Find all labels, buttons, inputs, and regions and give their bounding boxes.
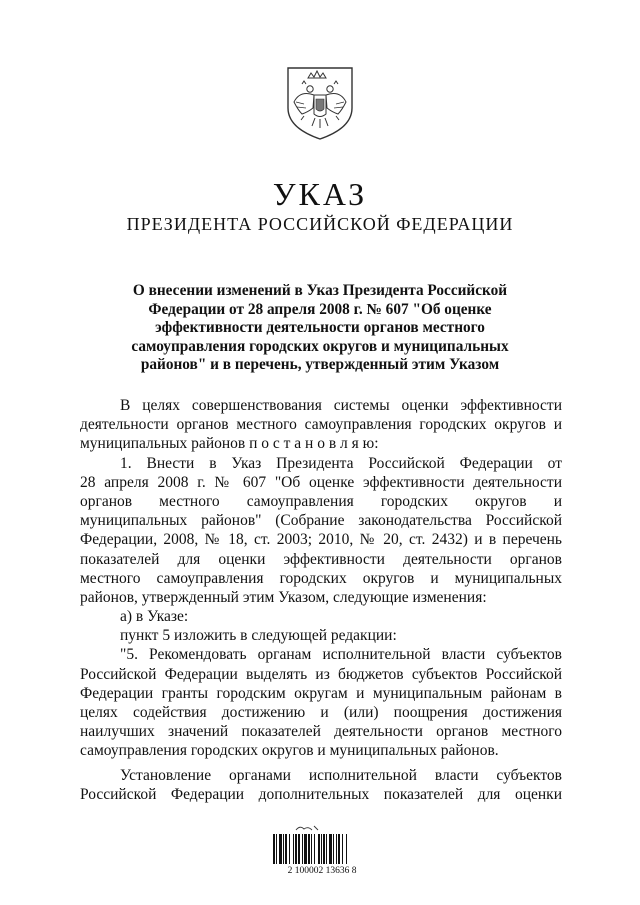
body-line: Российской Федерации выделять из бюджетов субъектов Российской bbox=[80, 665, 562, 683]
heading-line: Федерации от 28 апреля 2008 г. № 607 "Об оценке bbox=[148, 300, 492, 318]
heading-line: О внесении изменений в Указ Президента Российской bbox=[132, 282, 508, 299]
body-line: "5. Рекомендовать органам исполнительной власти субъектов bbox=[120, 646, 562, 664]
body-line: органов местного самоуправления городских округов и bbox=[80, 492, 562, 510]
body-line: целях содействия достижению и (или) поощрения достижения bbox=[80, 704, 562, 721]
body-line: В целях совершенствования системы оценки эффективности bbox=[120, 397, 562, 414]
body-line: Российской Федерации дополнительных показателей для оценки bbox=[80, 785, 562, 803]
body-line: наилучших значений показателей деятельности органов местного bbox=[80, 723, 562, 741]
body-line: Федерации гранты городским округам и муниципальным районам в bbox=[80, 684, 562, 702]
decree-body bbox=[80, 396, 562, 804]
body-line: местного самоуправления городских округов и муниципальных bbox=[80, 569, 562, 587]
barcode-number: 2 100002 13636 8 bbox=[287, 866, 357, 876]
barcode-bars-icon bbox=[272, 834, 372, 864]
body-line: самоуправления городских округов и муниципальных районов. bbox=[80, 742, 499, 760]
heading-line: самоуправления городских округов и муниципальных bbox=[131, 337, 509, 355]
body-line: Установление органами исполнительной власти субъектов bbox=[120, 766, 562, 784]
body-line: 28 апреля 2008 г. № 607 "Об оценке эффективности деятельности bbox=[80, 473, 562, 491]
body-line: деятельности органов местного самоуправления городских округов и bbox=[80, 416, 562, 434]
body-line: а) в Указе: bbox=[120, 608, 189, 626]
heading-line: районов" и в перечень, утвержденный этим Указом bbox=[140, 356, 500, 373]
body-line: районов, утвержденный этим Указом, следующие изменения: bbox=[80, 588, 487, 606]
decree-title: УКАЗ bbox=[272, 176, 368, 212]
body-line: показателей для оценки эффективности деятельности органов bbox=[80, 550, 562, 568]
decree-heading bbox=[130, 282, 510, 375]
body-line: 1. Внести в Указ Президента Российской Федерации от bbox=[120, 454, 562, 472]
body-line: Федерации, 2008, № 18, ст. 2003; 2010, № 20, ст. 2432) и в перечень bbox=[80, 531, 562, 549]
barcode-mark-icon bbox=[294, 824, 320, 834]
coat-of-arms-icon bbox=[282, 62, 358, 142]
heading-line: эффективности деятельности органов местного bbox=[155, 319, 485, 336]
body-line: пункт 5 изложить в следующей редакции: bbox=[120, 627, 397, 645]
barcode bbox=[272, 820, 372, 882]
body-line: муниципальных районов п о с т а н о в л я ю: bbox=[80, 435, 379, 453]
body-line: муниципальных районов" (Собрание законодательства Российской bbox=[80, 512, 562, 530]
decree-issuer: ПРЕЗИДЕНТА РОССИЙСКОЙ ФЕДЕРАЦИИ bbox=[126, 214, 514, 234]
